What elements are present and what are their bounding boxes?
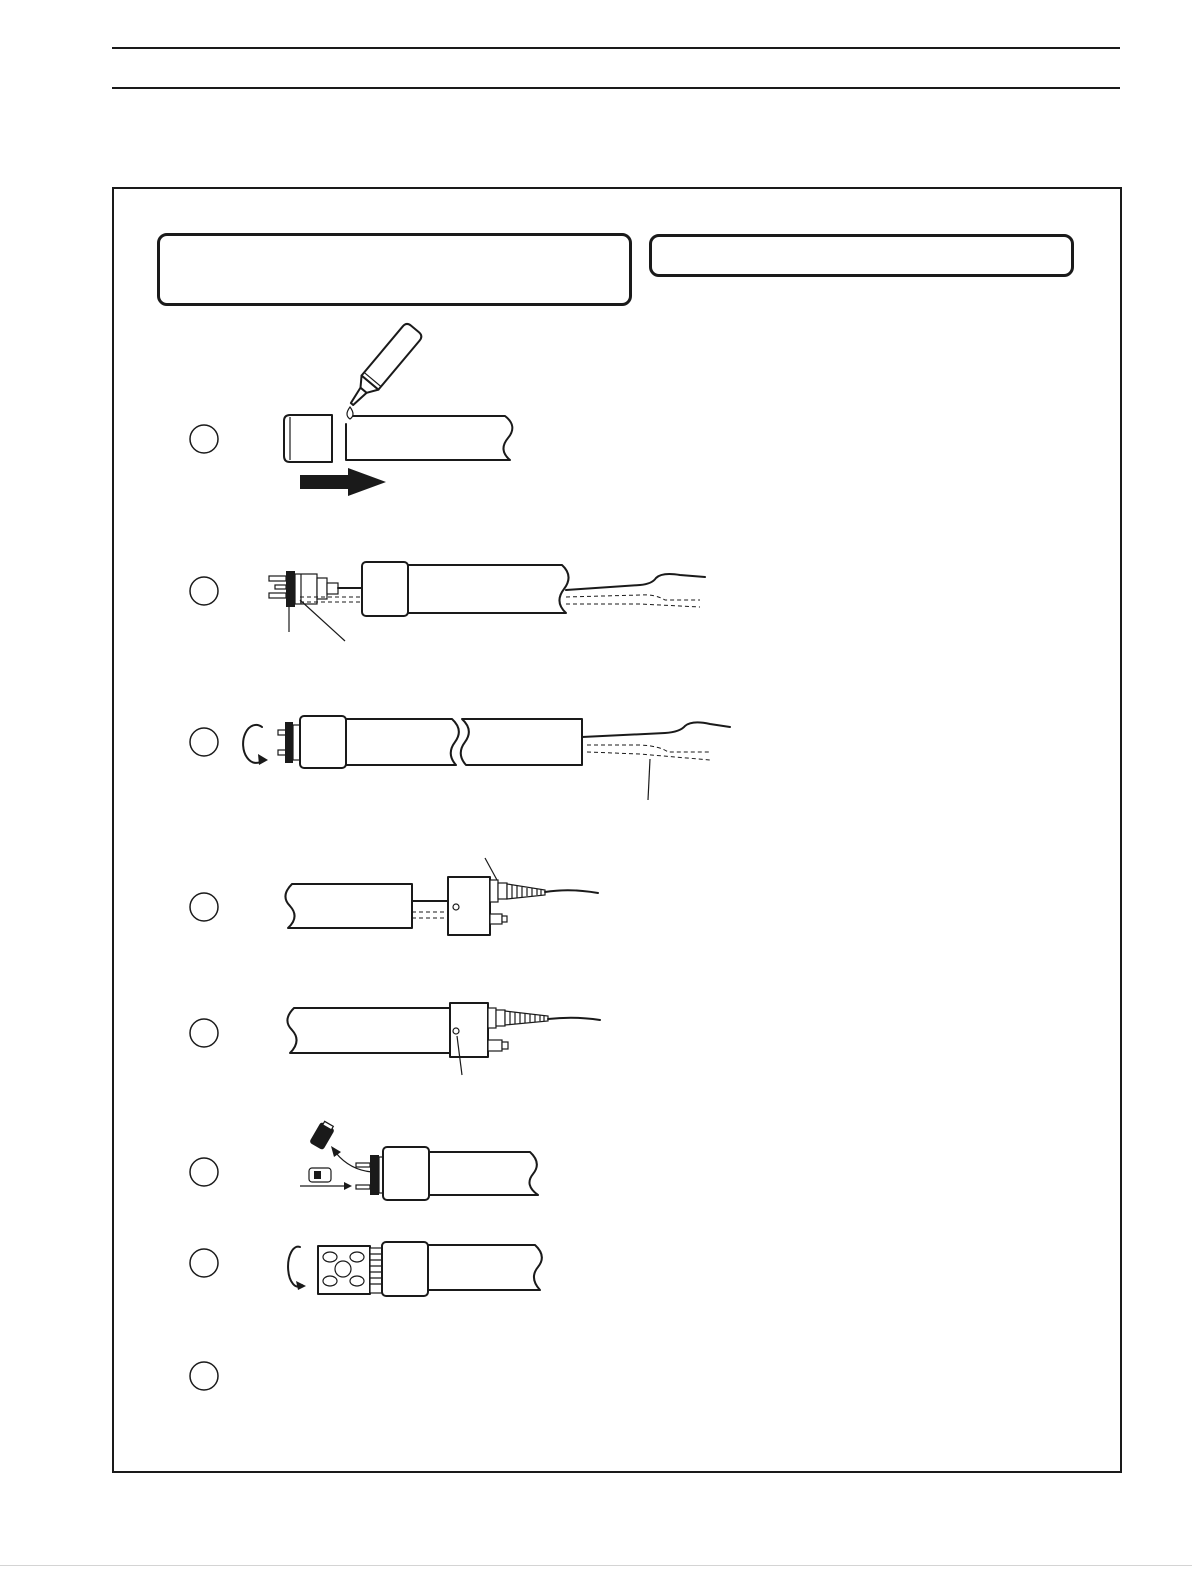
insert-arrow-icon	[300, 1182, 352, 1190]
step-4-illustration	[285, 858, 598, 935]
connector-icon	[488, 1040, 508, 1051]
connector-icon	[278, 722, 300, 763]
cable-icon	[582, 722, 730, 737]
terminal-block-icon	[318, 1246, 370, 1294]
plug-icon	[309, 1168, 331, 1182]
page-bottom-edge	[0, 1565, 1192, 1566]
adhesive-bottle-icon	[344, 322, 424, 411]
sensor-tube-icon	[362, 562, 569, 616]
step-6-illustration	[300, 1120, 538, 1200]
remove-arrow-icon	[331, 1146, 372, 1172]
connector-icon	[356, 1155, 383, 1195]
step-marker-3	[190, 728, 218, 756]
step-marker-4	[190, 893, 218, 921]
step-5-illustration	[287, 1003, 600, 1075]
push-direction-arrow-icon	[300, 468, 386, 496]
sensor-tube-icon	[285, 884, 412, 928]
step-marker-2	[190, 577, 218, 605]
rotate-icon	[243, 725, 268, 765]
junction-block-icon	[450, 1003, 488, 1057]
step-marker-8	[190, 1362, 218, 1390]
step-1-illustration	[284, 322, 512, 496]
dust-cap-icon	[309, 1120, 336, 1151]
end-cap-icon	[284, 415, 332, 462]
step-7-illustration	[288, 1242, 542, 1296]
sensor-tube-icon	[382, 1242, 542, 1296]
cable-icon	[548, 1018, 600, 1020]
rotate-icon	[288, 1247, 306, 1290]
junction-block-icon	[448, 877, 490, 935]
step-marker-7	[190, 1249, 218, 1277]
adhesive-drop-icon	[347, 407, 353, 419]
connector-icon	[370, 1248, 382, 1293]
cable-gland-icon	[488, 1008, 548, 1028]
step-marker-5	[190, 1019, 218, 1047]
step-markers	[190, 425, 218, 1390]
cable-icon	[545, 890, 598, 893]
sensor-tube-icon	[383, 1147, 538, 1200]
step-2-illustration	[269, 562, 705, 641]
cable-icon	[566, 574, 705, 590]
step-3-illustration	[243, 716, 730, 800]
cable-gland-icon	[490, 880, 545, 902]
sensor-tube-icon	[287, 1008, 450, 1053]
leader-line	[648, 759, 650, 800]
step-marker-6	[190, 1158, 218, 1186]
connector-icon	[490, 914, 507, 924]
sensor-tube-icon	[346, 416, 512, 460]
step-marker-1	[190, 425, 218, 453]
sensor-tube-icon	[300, 716, 582, 768]
leader-line	[300, 600, 345, 641]
